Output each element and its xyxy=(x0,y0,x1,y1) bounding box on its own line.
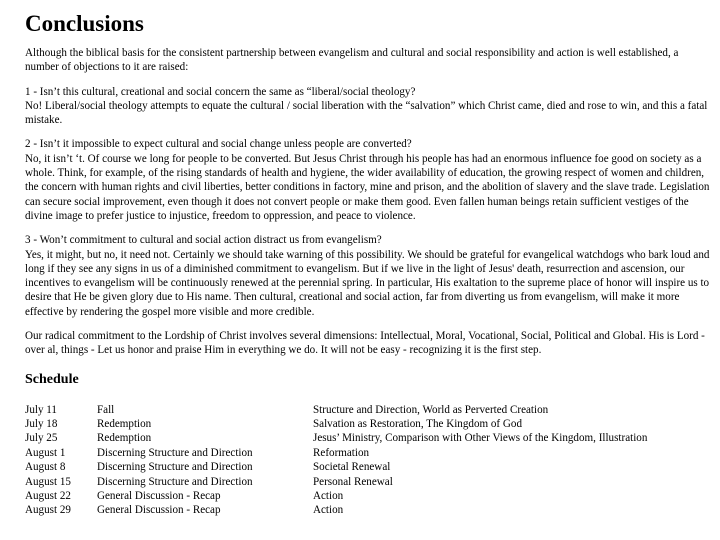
schedule-date: August 29 xyxy=(25,504,71,517)
schedule-row xyxy=(25,431,715,445)
schedule-table xyxy=(25,403,715,518)
schedule-date: August 22 xyxy=(25,490,71,503)
page-title: Conclusions xyxy=(25,11,144,36)
schedule-topic: Redemption xyxy=(97,418,152,431)
schedule-topic: Discerning Structure and Direction xyxy=(97,446,253,459)
schedule-topic: General Discussion - Recap xyxy=(97,490,221,503)
objection-2-question: 2 - Isn’t it impossible to expect cultural and social change unless people are converted? xyxy=(25,138,412,151)
schedule-detail: Salvation as Restoration, The Kingdom of God xyxy=(313,418,523,431)
document-page xyxy=(25,10,715,518)
schedule-detail: Personal Renewal xyxy=(313,475,393,488)
schedule-row xyxy=(25,460,715,474)
objection-2-answer: No, it isn’t ‘t. Of course we long for people to be converted. But Jesus Christ through his people has had an enormous influence foe good on society as a whole. Think, for example, of the rising standards of health and hygiene, the wider availability of education, the growing respect of women and children, the concern with human rights and civil liberties, better conditions in factory, mine and prison, and the abolition of slavery and the slave trade. Legislation can secure social improvement, even though it does not convert people or make them good. Even fallen human beings retain sufficient vestiges of the divine image to prefer justice to injustice, freedom to oppression, and peace to violence. xyxy=(25,152,710,222)
objection-1-answer: No! Liberal/social theology attempts to equate the cultural / social liberation with the “salvation” which Christ came, died and rose to win, and this a fatal mistake. xyxy=(25,99,708,127)
objection-2 xyxy=(25,137,715,223)
objection-3-question: 3 - Won’t commitment to cultural and social action distract us from evangelism? xyxy=(25,234,382,247)
schedule-row xyxy=(25,446,715,460)
schedule-row xyxy=(25,503,715,517)
schedule-detail: Action xyxy=(313,504,344,517)
schedule-detail: Structure and Direction, World as Perverted Creation xyxy=(313,403,549,416)
schedule-date: August 15 xyxy=(25,475,71,488)
schedule-topic: Discerning Structure and Direction xyxy=(97,461,253,474)
intro-paragraph: Although the biblical basis for the consistent partnership between evangelism and cultural and social responsibility and action is well established, a number of objections to it are raised: xyxy=(25,47,679,74)
schedule-heading: Schedule xyxy=(25,371,79,387)
schedule-topic: Redemption xyxy=(97,432,152,445)
schedule-detail: Jesus’ Ministry, Comparison with Other Views of the Kingdom, Illustration xyxy=(313,432,648,445)
schedule-detail: Action xyxy=(313,490,344,503)
schedule-row xyxy=(25,417,715,431)
schedule-date: July 11 xyxy=(25,403,57,416)
schedule-date: July 25 xyxy=(25,432,58,445)
schedule-topic: Fall xyxy=(97,403,115,416)
schedule-date: July 18 xyxy=(25,418,58,431)
schedule-row xyxy=(25,475,715,489)
schedule-date: August 1 xyxy=(25,446,66,459)
schedule-detail: Reformation xyxy=(313,446,370,459)
objection-3-answer: Yes, it might, but no, it need not. Certainly we should take warning of this possibility. We should be grateful for evangelical watchdogs who bark loud and long if they see any signs in us of a diminished commitment to evangelism. But if we live in the light of Jesus' death, resurrection and ascension, our incentives to evangelism will be continuously renewed at the perennial spring. In particular, His exaltation to the supreme place of honor will inspire us to desire that He be given glory due to His name. Then cultural, creational and social action, far from diverting us from evangelism, will make it more effective by rendering the gospel more visible and more credible. xyxy=(25,248,710,318)
schedule-row xyxy=(25,489,715,503)
schedule-detail: Societal Renewal xyxy=(313,461,391,474)
closing-paragraph: Our radical commitment to the Lordship of Christ involves several dimensions: Intellectual, Moral, Vocational, Social, Political and Global. His is Lord - over al, things - Let us honor and praise Him in everything we do. It will not be easy - recognizing it is the first step. xyxy=(25,330,705,357)
objection-1 xyxy=(25,85,715,128)
objection-1-question: 1 - Isn’t this cultural, creational and social concern the same as “liberal/social theology? xyxy=(25,85,416,98)
schedule-topic: General Discussion - Recap xyxy=(97,504,221,517)
schedule-date: August 8 xyxy=(25,461,66,474)
schedule-row xyxy=(25,403,715,417)
objection-3 xyxy=(25,233,715,319)
schedule-topic: Discerning Structure and Direction xyxy=(97,475,253,488)
